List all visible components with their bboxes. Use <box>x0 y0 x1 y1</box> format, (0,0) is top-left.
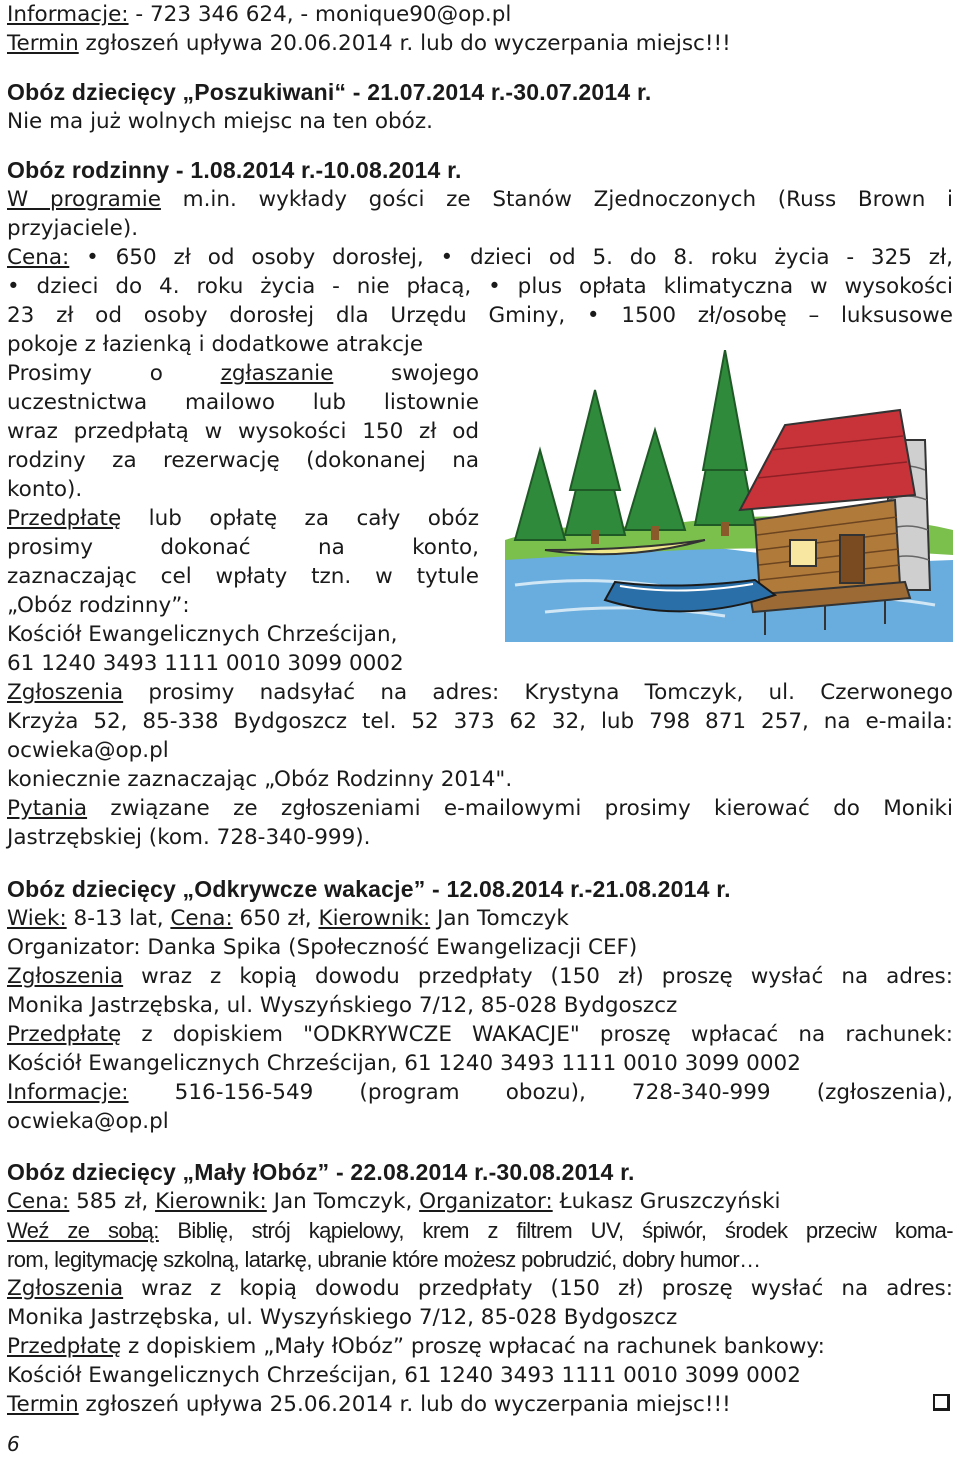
maly-apps-label: Zgłoszenia <box>7 1276 124 1301</box>
deadline-text: zgłoszeń upływa 20.06.2014 r. lub do wyczerpania miejsc!!! <box>78 31 731 56</box>
reg-line-2: uczestnictwa mailowo lub listownie <box>7 390 479 415</box>
maly-apps-line-1 <box>7 1274 953 1303</box>
apps-line-3: ocwieka@op.pl <box>7 738 169 763</box>
maly-pay-line-1 <box>7 1332 953 1361</box>
maly-pay-line-2: Kościół Ewangelicznych Chrześcijan, 61 1240 3493 1111 0010 3099 0002 <box>7 1363 801 1388</box>
reg-link: zgłaszanie <box>220 361 334 386</box>
reg-pre: Prosimy o <box>7 361 221 386</box>
apps-text-1: prosimy nadsyłać na adres: Krystyna Tomczyk, ul. Czerwonego <box>123 680 953 705</box>
maly-deadline-label: Termin <box>7 1392 79 1417</box>
price-label: Cena: <box>7 245 70 270</box>
info-line <box>7 0 953 29</box>
pay-line-1 <box>7 504 479 533</box>
program-label: W programie <box>7 187 161 212</box>
maly-leader-label: Kierownik: <box>155 1189 267 1214</box>
age-value: 8-13 lat, <box>66 906 171 931</box>
deadline-line <box>7 29 953 58</box>
odk-price-value: 650 zł, <box>232 906 319 931</box>
maly-price-value: 585 zł, <box>69 1189 156 1214</box>
poszukiwani-note: Nie ma już wolnych miejsc na ten obóz. <box>7 109 433 134</box>
maly-bring-label: Weź ze sobą: <box>7 1218 159 1243</box>
maly-apps-line-2: Monika Jastrzębska, ul. Wyszyńskiego 7/12, 85-028 Bydgoszcz <box>7 1305 678 1330</box>
apps-line-1 <box>7 678 953 707</box>
poszukiwani-title: Obóz dziecięcy „Poszukiwani“ - 21.07.2014 r.-30.07.2014 r. <box>7 79 652 105</box>
price-line-2: • dzieci do 4. roku życia - nie płacą, • plus opłata klimatyczna w wysokości <box>7 274 953 299</box>
apps-line-2: Krzyża 52, 85-338 Bydgoszcz tel. 52 373 62 32, lub 798 871 257, na e-maila: <box>7 709 953 734</box>
odkrywcze-details <box>7 904 953 933</box>
cabin-lake-illustration <box>505 350 953 642</box>
maly-details <box>7 1187 953 1216</box>
pay-line-4: „Obóz rodzinny”: <box>7 593 190 618</box>
price-text-1: • 650 zł od osoby dorosłej, • dzieci od 5. do 8. roku życia - 325 zł, <box>69 245 953 270</box>
apps-label: Zgłoszenia <box>7 680 124 705</box>
odk-info-label: Informacje: <box>7 1080 129 1105</box>
maly-price-label: Cena: <box>7 1189 70 1214</box>
questions-label: Pytania <box>7 796 88 821</box>
odk-info-line-1 <box>7 1078 953 1107</box>
odk-info-line-2: ocwieka@op.pl <box>7 1109 169 1134</box>
maly-deadline-line <box>7 1390 953 1419</box>
page-number: 6 <box>7 1432 20 1456</box>
odk-leader-label: Kierownik: <box>318 906 431 931</box>
apps-line-4: koniecznie zaznaczając „Obóz Rodzinny 2014". <box>7 767 513 792</box>
deadline-label: Termin <box>7 31 79 56</box>
odk-apps-text-1: wraz z kopią dowodu przedpłaty (150 zł) proszę wysłać na adres: <box>123 964 953 989</box>
maly-pay-label: Przedpłatę <box>7 1334 122 1359</box>
pay-text-1: lub opłatę za cały obóz <box>121 506 479 531</box>
maly-organizer-value: Łukasz Gruszczyński <box>552 1189 781 1214</box>
reg-line-3: wraz przedpłatą w wysokości 150 zł od <box>7 419 479 444</box>
odk-leader-value: Jan Tomczyk <box>430 906 569 931</box>
questions-line-1 <box>7 794 953 823</box>
odk-pay-label: Przedpłatę <box>7 1022 122 1047</box>
reg-post: swojego <box>333 361 479 386</box>
odk-pay-text-1: z dopiskiem "ODKRYWCZE WAKACJE" proszę wpłacać na rachunek: <box>121 1022 953 1047</box>
price-line-1 <box>7 243 953 272</box>
program-text-2: przyjaciele). <box>7 216 139 241</box>
maly-bring-text-1: Biblię, strój kąpielowy, krem z filtrem UV, śpiwór, środek przeciw koma- <box>158 1218 953 1243</box>
checkbox-icon <box>933 1394 950 1411</box>
info-text: - 723 346 624, - monique90@op.pl <box>128 2 512 27</box>
maly-bring-line-1 <box>7 1216 953 1245</box>
maly-pay-text-1: z dopiskiem „Mały łObóz” proszę wpłacać na rachunek bankowy: <box>121 1334 825 1359</box>
odk-pay-line-2: Kościół Ewangelicznych Chrześcijan, 61 1240 3493 1111 0010 3099 0002 <box>7 1051 801 1076</box>
program-text: m.in. wykłady gości ze Stanów Zjednoczonych (Russ Brown i <box>160 187 953 212</box>
info-label: Informacje: <box>7 2 129 27</box>
reg-line-4: rodziny za rezerwację (dokonanej na <box>7 448 479 473</box>
maly-deadline-text: zgłoszeń upływa 25.06.2014 r. lub do wyczerpania miejsc!!! <box>78 1392 731 1417</box>
questions-text-1: związane ze zgłoszeniami e-mailowymi prosimy kierować do Moniki <box>87 796 953 821</box>
pay-line-3: zaznaczając cel wpłaty tzn. w tytule <box>7 564 479 589</box>
maly-apps-text-1: wraz z kopią dowodu przedpłaty (150 zł) proszę wysłać na adres: <box>123 1276 953 1301</box>
odk-organizer: Organizator: Danka Spika (Społeczność Ewangelizacji CEF) <box>7 935 638 960</box>
reg-line-1 <box>7 359 479 388</box>
odk-pay-line-1 <box>7 1020 953 1049</box>
maly-organizer-label: Organizator: <box>419 1189 553 1214</box>
odk-info-text-1: 516-156-549 (program obozu), 728-340-999 (zgłoszenia), <box>128 1080 953 1105</box>
account-name: Kościół Ewangelicznych Chrześcijan, <box>7 622 398 647</box>
odk-price-label: Cena: <box>170 906 233 931</box>
price-line-4: pokoje z łazienką i dodatkowe atrakcje <box>7 332 424 357</box>
maly-leader-value: Jan Tomczyk, <box>266 1189 420 1214</box>
odk-apps-label: Zgłoszenia <box>7 964 124 989</box>
rodzinny-title: Obóz rodzinny - 1.08.2014 r.-10.08.2014 r. <box>7 157 462 183</box>
odkrywcze-title: Obóz dziecięcy „Odkrywcze wakacje” - 12.08.2014 r.-21.08.2014 r. <box>7 876 731 902</box>
maly-bring-line-2: rom, legitymację szkolną, latarkę, ubranie które możesz pobrudzić, dobry humor… <box>7 1247 761 1272</box>
odk-apps-line-1 <box>7 962 953 991</box>
maly-title: Obóz dziecięcy „Mały łObóz” - 22.08.2014 r.-30.08.2014 r. <box>7 1159 635 1185</box>
price-line-3: 23 zł od osoby dorosłej dla Urzędu Gminy, • 1500 zł/osobę – luksusowe <box>7 303 953 328</box>
age-label: Wiek: <box>7 906 67 931</box>
questions-line-2: Jastrzębskiej (kom. 728-340-999). <box>7 825 371 850</box>
pay-line-2: prosimy dokonać na konto, <box>7 535 479 560</box>
rodzinny-program-line <box>7 185 953 214</box>
document-page <box>7 0 953 1419</box>
odk-apps-line-2: Monika Jastrzębska, ul. Wyszyńskiego 7/12, 85-028 Bydgoszcz <box>7 993 678 1018</box>
pay-label: Przedpłatę <box>7 506 122 531</box>
reg-line-5: konto). <box>7 477 83 502</box>
account-number: 61 1240 3493 1111 0010 3099 0002 <box>7 651 404 676</box>
